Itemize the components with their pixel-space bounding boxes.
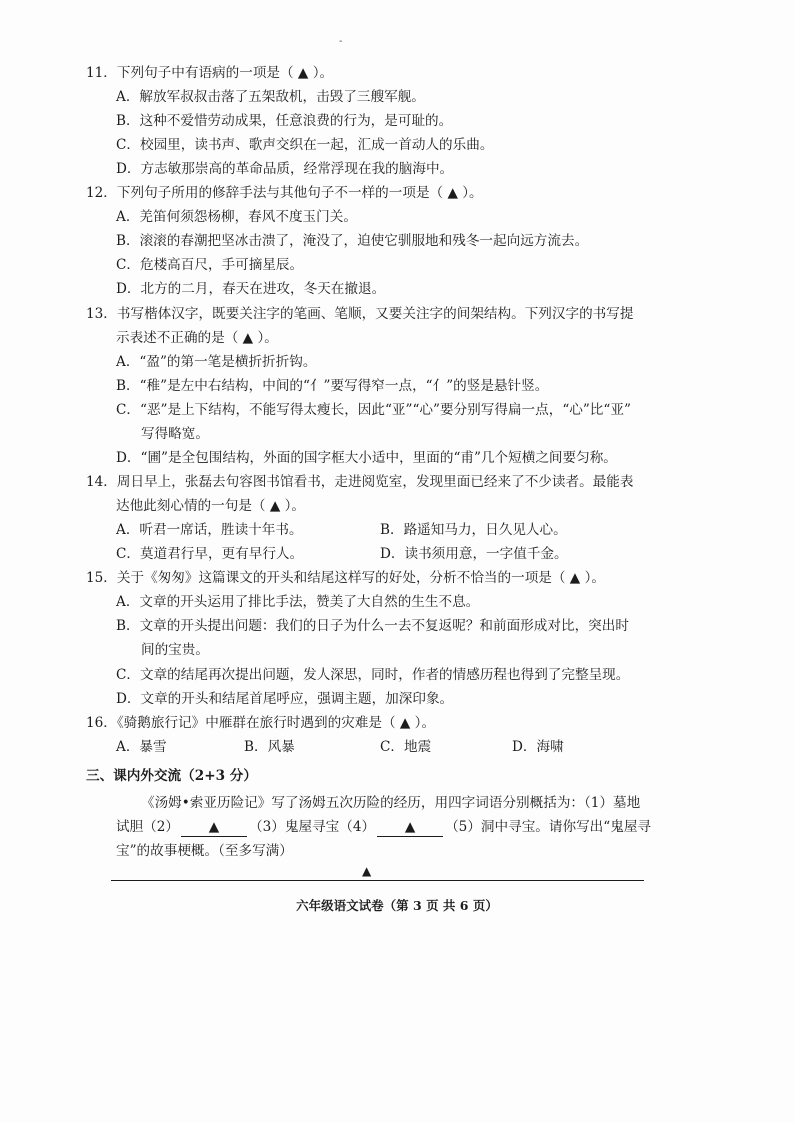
question-13-stem-line2: 示表述不正确的是（ ▲ ）。 — [116, 330, 278, 346]
answer-blank-2[interactable]: ▲ — [181, 818, 247, 837]
question-11-option-c: C．校园里，读书声、歌声交织在一起，汇成一首动人的乐曲。 — [116, 137, 494, 153]
question-13-option-b: B．“稚”是左中右结构，中间的“亻”要写得窄一点，“亻”的竖是悬针竖。 — [116, 378, 549, 394]
question-12-option-d: D．北方的二月，春天在进攻，冬天在撤退。 — [116, 281, 386, 297]
question-13-option-c-cont: 写得略宽。 — [141, 426, 209, 442]
section-3-line2-part-c: （5）洞中寻宝。请你写出“鬼屋寻 — [445, 819, 652, 835]
question-15-option-b: B．文章的开头提出问题：我们的日子为什么一去不复返呢？和前面形成对比，突出时 — [116, 618, 629, 634]
question-14-option-c: C．莫道君行早，更有早行人。 — [116, 546, 304, 562]
section-3-title: 三、课内外交流（2+3 分） — [86, 768, 257, 784]
section-3-line3: 宝”的故事梗概。（至多写满） — [116, 843, 293, 859]
question-12-stem: 12．下列句子所用的修辞手法与其他句子不一样的一项是（ ▲ ）。 — [86, 185, 483, 201]
question-16-option-c: C．地震 — [380, 739, 432, 755]
question-15-option-b-cont: 间的宝贵。 — [141, 642, 209, 658]
question-16-option-b: B．风暴 — [244, 739, 295, 755]
question-15-option-d: D．文章的开头和结尾首尾呼应，强调主题，加深印象。 — [116, 691, 454, 707]
question-12-option-b: B．滚滚的春潮把坚冰击溃了，淹没了，迫使它驯服地和残冬一起向远方流去。 — [116, 233, 589, 249]
question-14-option-b: B．路遥知马力，日久见人心。 — [380, 522, 567, 538]
question-13-stem-line1: 13．书写楷体汉字，既要关注字的笔画、笔顺，又要关注字的间架结构。下列汉字的书写提 — [86, 306, 634, 322]
question-14-stem-line2: 达他此刻心情的一句是（ ▲ ）。 — [116, 498, 306, 514]
answer-line-marker: ▲ — [362, 864, 372, 878]
question-12-option-a: A．羌笛何须怨杨柳，春风不度玉门关。 — [116, 209, 357, 225]
top-mark: - — [339, 36, 343, 47]
question-12-option-c: C．危楼高百尺，手可摘星辰。 — [116, 257, 304, 273]
answer-blank-4[interactable]: ▲ — [377, 818, 443, 837]
section-3-line2-part-b: （3）鬼屋寻宝（4） — [249, 819, 376, 835]
section-3-line2-part-a: 试胆（2） — [116, 819, 180, 835]
question-14-stem-line1: 14．周日早上，张磊去句容图书馆看书，走进阅览室，发现里面已经来了不少读者。最能表 — [86, 474, 634, 490]
page-footer: 六年级语文试卷（第 3 页 共 6 页） — [296, 898, 498, 913]
question-15-stem: 15．关于《匆匆》这篇课文的开头和结尾这样写的好处，分析不恰当的一项是（ ▲ ）。 — [86, 570, 605, 586]
question-14-option-a: A．听君一席话，胜读十年书。 — [116, 522, 303, 538]
question-16-option-a: A．暴雪 — [116, 739, 167, 755]
question-15-option-a: A．文章的开头运用了排比手法，赞美了大自然的生生不息。 — [116, 594, 480, 610]
question-11-stem: 11．下列句子中有语病的一项是（ ▲ ）。 — [86, 65, 334, 81]
question-16-stem: 16．《骑鹅旅行记》中雁群在旅行时遇到的灾难是（ ▲ ）。 — [86, 715, 436, 731]
question-16-option-d: D．海啸 — [512, 739, 564, 755]
question-14-option-d: D．读书须用意，一字值千金。 — [380, 546, 568, 562]
question-13-option-d: D．“圃”是全包围结构，外面的国字框大小适中，里面的“甫”几个短横之间要匀称。 — [116, 450, 617, 466]
answer-line[interactable] — [111, 880, 644, 881]
section-3-line2 — [116, 815, 651, 839]
question-15-option-c: C．文章的结尾再次提出问题，发人深思，同时，作者的情感历程也得到了完整呈现。 — [116, 667, 630, 683]
question-11-option-d: D．方志敏那崇高的革命品质，经常浮现在我的脑海中。 — [116, 161, 454, 177]
question-13-option-c: C．“恶”是上下结构，不能写得太瘦长，因此“亚”“心”要分别写得扁一点，“心”比“亚” — [116, 402, 631, 418]
section-3-line1: 《汤姆•索亚历险记》写了汤姆五次历险的经历，用四字词语分别概括为：（1）墓地 — [141, 795, 641, 811]
question-13-option-a: A．“盈”的第一笔是横折折折钩。 — [116, 354, 317, 370]
question-11-option-a: A．解放军叔叔击落了五架敌机，击毁了三艘军舰。 — [116, 89, 425, 105]
question-11-option-b: B．这种不爱惜劳动成果，任意浪费的行为，是可耻的。 — [116, 113, 453, 129]
